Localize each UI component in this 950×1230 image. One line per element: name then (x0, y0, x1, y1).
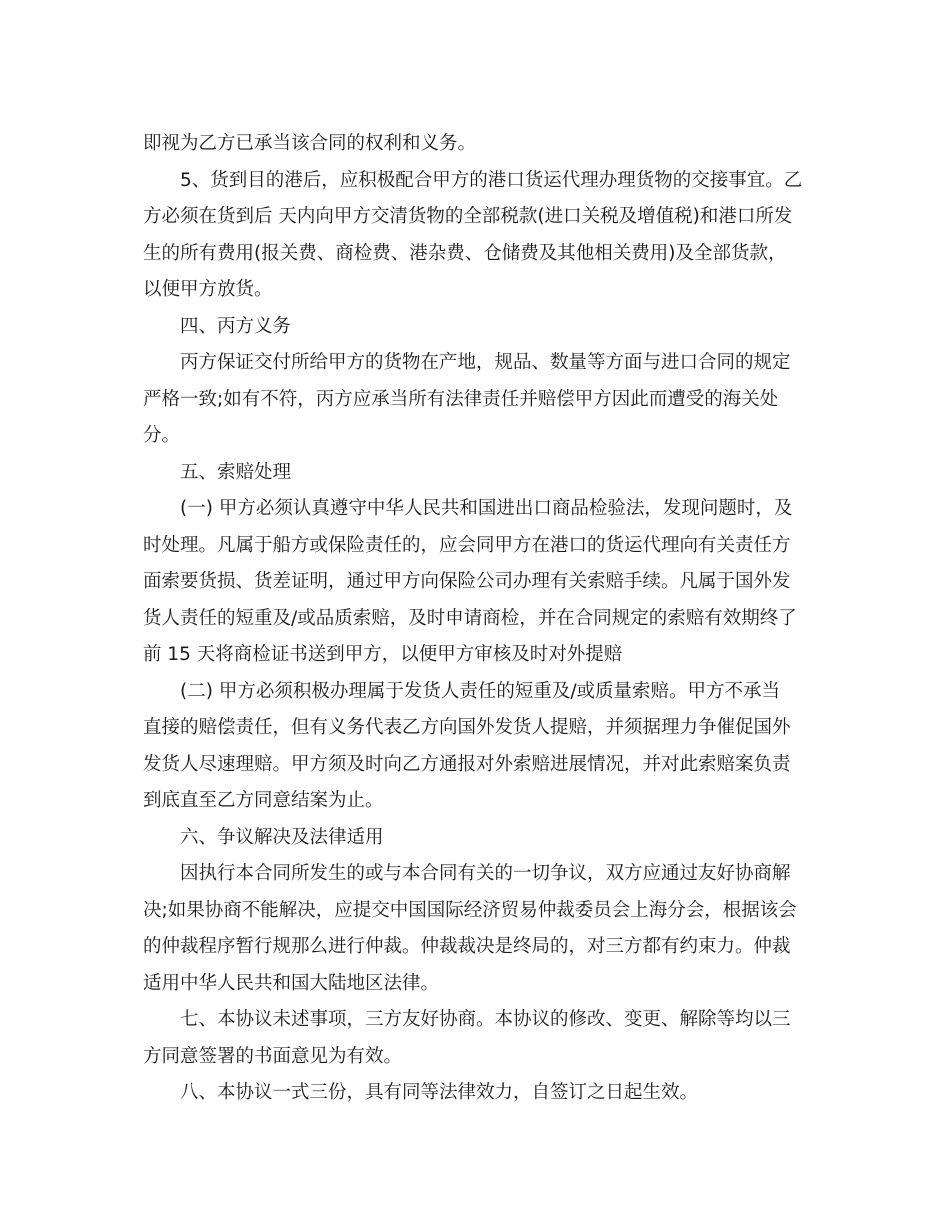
text-line: 生的所有费用(报关费、商检费、港杂费、仓储费及其他相关费用)及全部货款， (143, 242, 787, 264)
text-line: 以便甲方放货。 (143, 279, 273, 300)
text-line: 时处理。凡属于船方或保险责任的，应会同甲方在港口的货运代理向有关责任方 (143, 534, 791, 556)
text-line: 前 15 天将商检证书送到甲方，以便甲方审核及时对外提赔 (143, 644, 623, 665)
section-heading-7: 七、本协议未述事项，三方友好协商。本协议的修改、变更、解除等均以三 (180, 1009, 791, 1030)
text-line: 的仲裁程序暂行规那么进行仲裁。仲裁裁决是终局的，对三方都有约束力。仲裁 (143, 936, 791, 957)
section-heading-6: 六、争议解决及法律适用 (180, 826, 384, 848)
text-line: 适用中华人民共和国大陆地区法律。 (143, 972, 440, 994)
text-line: 丙方保证交付所给甲方的货物在产地，规品、数量等方面与进口合同的规定 (180, 352, 791, 373)
clause-5-line: 5、货到目的港后，应积极配合甲方的港口货运代理办理货物的交接事宜。乙 (180, 169, 803, 191)
text-line: 分。 (143, 425, 181, 446)
text-line: 严格一致;如有不符，丙方应承当所有法律责任并赔偿甲方因此而遭受的海关处 (143, 388, 779, 410)
text-line: 决;如果协商不能解决，应提交中国国际经济贸易仲裁委员会上海分会，根据该会 (143, 899, 797, 921)
text-line: 面索要货损、货差证明，通过甲方向保险公司办理有关索赔手续。凡属于国外发 (143, 571, 791, 592)
text-line: 直接的赔偿责任，但有义务代表乙方向国外发货人提赔，并须据理力争催促国外 (143, 717, 791, 738)
clause-5-2-line: (二) 甲方必须积极办理属于发货人责任的短重及/或质量索赔。甲方不承当 (180, 680, 781, 702)
text-line: 发货人尽速理赔。甲方须及时向乙方通报对外索赔进展情况，并对此索赔案负责 (143, 753, 791, 775)
text-line: 方同意签署的书面意见为有效。 (143, 1045, 403, 1067)
section-heading-8: 八、本协议一式三份，具有同等法律效力，自签订之日起生效。 (180, 1082, 699, 1103)
section-heading-5: 五、索赔处理 (180, 461, 292, 483)
section-heading-4: 四、丙方义务 (180, 315, 292, 337)
contract-text (143, 126, 807, 1112)
text-line: 即视为乙方已承当该合同的权利和义务。 (143, 133, 477, 154)
text-line: 因执行本合同所发生的或与本合同有关的一切争议，双方应通过友好协商解 (180, 863, 791, 884)
text-line: 到底直至乙方同意结案为止。 (143, 790, 384, 811)
clause-5-1-line: (一) 甲方必须认真遵守中华人民共和国进出口商品检验法，发现问题时，及 (180, 498, 793, 519)
text-line: 货人责任的短重及/或品质索赔，及时申请商检，并在合同规定的索赔有效期终了 (143, 607, 797, 629)
text-line: 方必须在货到后 天内向甲方交清货物的全部税款(进口关税及增值税)和港口所发 (143, 206, 793, 227)
